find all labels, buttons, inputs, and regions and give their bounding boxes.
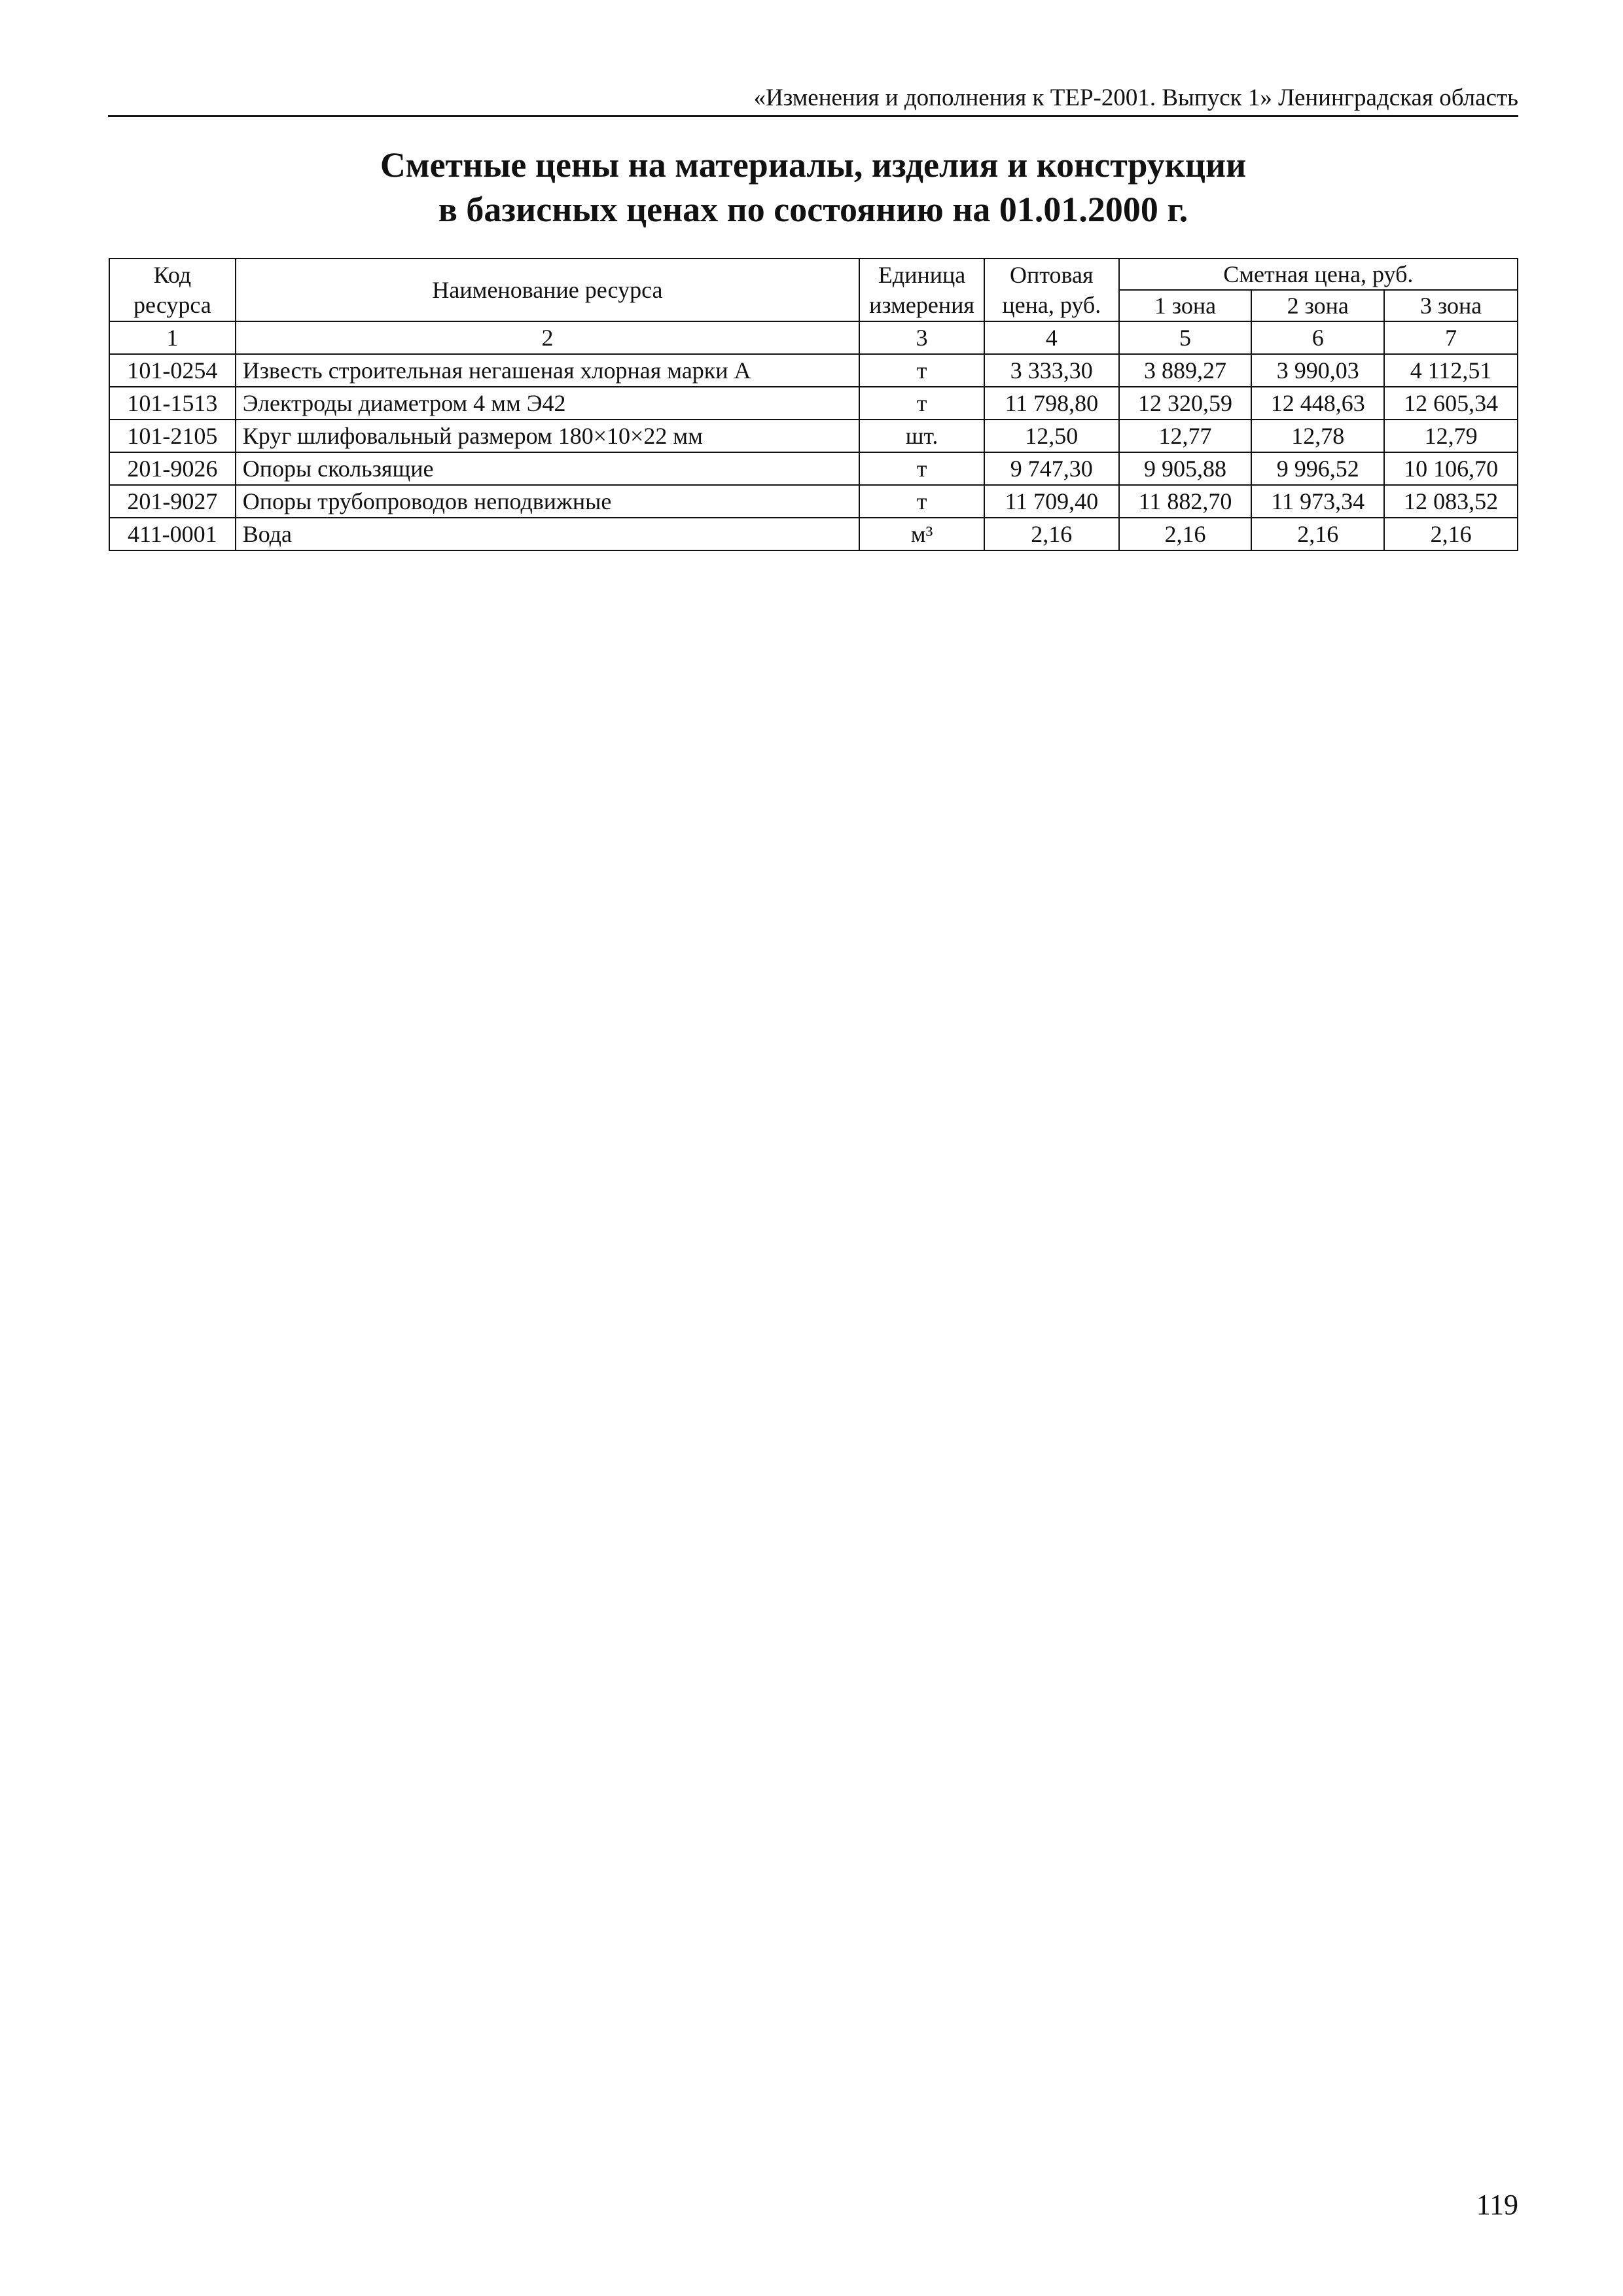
column-number: 1 xyxy=(109,321,236,354)
cell-code: 101-2105 xyxy=(109,420,236,452)
cell-wholesale: 3 333,30 xyxy=(984,354,1119,387)
cell-unit: м³ xyxy=(859,518,984,550)
cell-zone-1: 11 882,70 xyxy=(1119,485,1252,518)
column-number: 4 xyxy=(984,321,1119,354)
page-title xyxy=(108,143,1518,232)
cell-wholesale: 2,16 xyxy=(984,518,1119,550)
header-unit: Единица измерения xyxy=(859,259,984,321)
cell-code: 101-0254 xyxy=(109,354,236,387)
cell-wholesale: 11 709,40 xyxy=(984,485,1119,518)
cell-unit: т xyxy=(859,354,984,387)
cell-name: Круг шлифовальный размером 180×10×22 мм xyxy=(236,420,860,452)
cell-zone-1: 2,16 xyxy=(1119,518,1252,550)
cell-code: 101-1513 xyxy=(109,387,236,420)
header-zone-3: 3 зона xyxy=(1384,290,1518,321)
cell-code: 201-9027 xyxy=(109,485,236,518)
cell-unit: т xyxy=(859,387,984,420)
header-zone-2: 2 зона xyxy=(1251,290,1384,321)
header-rule xyxy=(108,115,1518,117)
cell-zone-1: 12,77 xyxy=(1119,420,1252,452)
cell-unit: т xyxy=(859,485,984,518)
table-header xyxy=(109,259,1518,321)
cell-zone-1: 12 320,59 xyxy=(1119,387,1252,420)
cell-code: 411-0001 xyxy=(109,518,236,550)
cell-name: Вода xyxy=(236,518,860,550)
column-number: 7 xyxy=(1384,321,1518,354)
cell-zone-3: 12,79 xyxy=(1384,420,1518,452)
header-zone-1: 1 зона xyxy=(1119,290,1252,321)
cell-zone-3: 12 083,52 xyxy=(1384,485,1518,518)
column-number: 3 xyxy=(859,321,984,354)
cell-name: Опоры трубопроводов неподвижные xyxy=(236,485,860,518)
cell-zone-2: 12,78 xyxy=(1251,420,1384,452)
cell-wholesale: 9 747,30 xyxy=(984,452,1119,485)
cell-zone-1: 9 905,88 xyxy=(1119,452,1252,485)
cell-name: Известь строительная негашеная хлорная марки А xyxy=(236,354,860,387)
cell-wholesale: 12,50 xyxy=(984,420,1119,452)
cell-unit: т xyxy=(859,452,984,485)
cell-unit: шт. xyxy=(859,420,984,452)
header-code: Код ресурса xyxy=(109,259,236,321)
cell-zone-2: 9 996,52 xyxy=(1251,452,1384,485)
cell-code: 201-9026 xyxy=(109,452,236,485)
column-number-row xyxy=(109,321,1518,354)
cell-zone-3: 4 112,51 xyxy=(1384,354,1518,387)
table-body xyxy=(109,321,1518,550)
cell-name: Электроды диаметром 4 мм Э42 xyxy=(236,387,860,420)
cell-zone-3: 12 605,34 xyxy=(1384,387,1518,420)
page-title-line-1: Сметные цены на материалы, изделия и конструкции xyxy=(380,145,1247,185)
header-name: Наименование ресурса xyxy=(236,259,860,321)
price-table xyxy=(109,258,1518,551)
page-number: 119 xyxy=(1476,2189,1518,2221)
cell-wholesale: 11 798,80 xyxy=(984,387,1119,420)
cell-zone-1: 3 889,27 xyxy=(1119,354,1252,387)
header-wholesale: Оптовая цена, руб. xyxy=(984,259,1119,321)
table-row xyxy=(109,387,1518,420)
table-row xyxy=(109,452,1518,485)
cell-name: Опоры скользящие xyxy=(236,452,860,485)
cell-zone-3: 2,16 xyxy=(1384,518,1518,550)
cell-zone-2: 12 448,63 xyxy=(1251,387,1384,420)
header-estimate-group: Сметная цена, руб. xyxy=(1119,259,1518,290)
running-header: «Изменения и дополнения к ТЕР-2001. Выпуск 1» Ленинградская область xyxy=(753,84,1518,111)
column-number: 2 xyxy=(236,321,860,354)
table-row xyxy=(109,485,1518,518)
table-row xyxy=(109,518,1518,550)
page-title-line-2: в базисных ценах по состоянию на 01.01.2000 г. xyxy=(438,190,1188,229)
table-row xyxy=(109,420,1518,452)
cell-zone-3: 10 106,70 xyxy=(1384,452,1518,485)
table-row xyxy=(109,354,1518,387)
cell-zone-2: 11 973,34 xyxy=(1251,485,1384,518)
column-number: 5 xyxy=(1119,321,1252,354)
cell-zone-2: 2,16 xyxy=(1251,518,1384,550)
cell-zone-2: 3 990,03 xyxy=(1251,354,1384,387)
column-number: 6 xyxy=(1251,321,1384,354)
